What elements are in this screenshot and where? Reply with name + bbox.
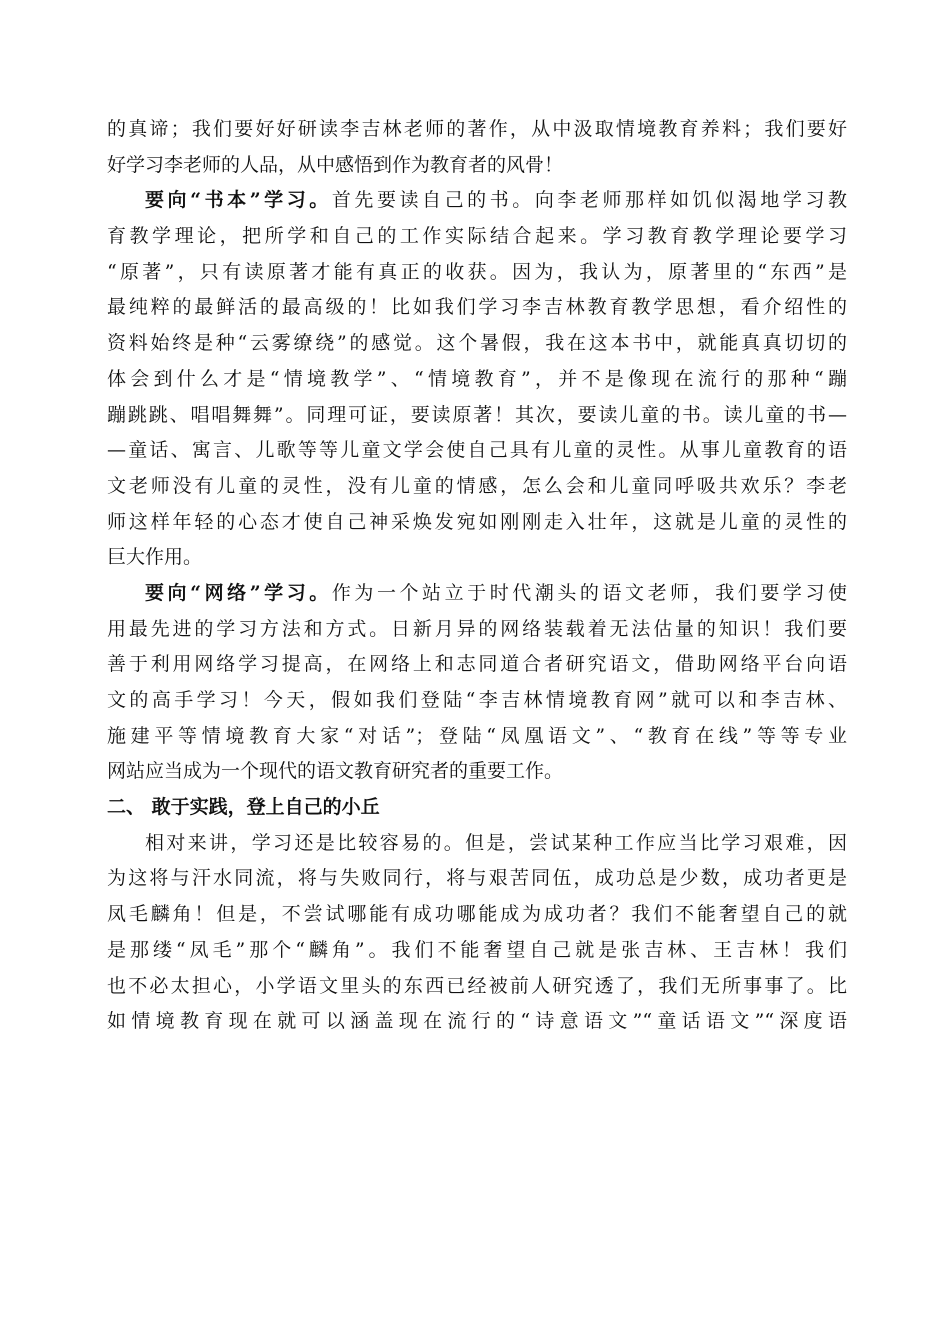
section-heading: 二、 敢于实践，登上自己的小丘	[107, 796, 380, 819]
p2-line: 育教学理论，把所学和自己的工作实际结合起来。学习教育教学理论要学习	[107, 225, 847, 248]
p1-line-2: 好学习李老师的人品，从中感悟到作为教育者的风骨！	[107, 153, 564, 176]
p3-first-rest: 作为一个站立于时代潮头的语文老师，我们要学习使	[331, 581, 847, 604]
p2-line: “原著”，只有读原著才能有真正的收获。因为，我认为，原著里的“东西”是	[107, 260, 847, 283]
p4-first-line: 相对来讲，学习还是比较容易的。但是，尝试某种工作应当比学习艰难，因	[145, 831, 847, 854]
p4-line: 为这将与汗水同流，将与失败同行，将与艰苦同伍，成功总是少数，成功者更是	[107, 867, 847, 890]
p2-line: 师这样年轻的心态才使自己神采焕发宛如刚刚走入壮年，这就是儿童的灵性的	[107, 510, 847, 533]
p4-line: 凤毛麟角！但是，不尝试哪能有成功哪能成为成功者？我们不能奢望自己的就	[107, 903, 847, 926]
p2-line: 蹦跳跳、唱唱舞舞”。同理可证，要读原著！其次，要读儿童的书。读儿童的书—	[107, 403, 847, 426]
p2-first-line	[107, 183, 847, 219]
p2-line: 最纯粹的最鲜活的最高级的！比如我们学习李吉林教育教学思想，看介绍性的	[107, 296, 847, 319]
p3-line: 施建平等情境教育大家“对话”；登陆“凤凰语文”、“教育在线”等等专业	[107, 724, 847, 747]
p3-line: 善于利用网络学习提高，在网络上和志同道合者研究语文，借助网络平台向语	[107, 653, 847, 676]
p4-line: 也不必太担心，小学语文里头的东西已经被前人研究透了，我们无所事事了。比	[107, 974, 847, 997]
p3-bold-lead: 要向“网络”学习。	[145, 581, 332, 604]
p4-line: 如情境教育现在就可以涵盖现在流行的“诗意语文”“童话语文”“深度语	[107, 1010, 847, 1033]
p2-line: 资料始终是种“云雾缭绕”的感觉。这个暑假，我在这本书中，就能真真切切的	[107, 332, 847, 355]
p2-bold-lead: 要向“书本”学习。	[145, 189, 332, 212]
p2-line: 体会到什么才是“情境教学”、“情境教育”，并不是像现在流行的那种“蹦	[107, 367, 847, 390]
p4-line: 是那缕“凤毛”那个“麟角”。我们不能奢望自己就是张吉林、王吉林！我们	[107, 938, 847, 961]
p3-line: 文的高手学习！今天，假如我们登陆“李吉林情境教育网”就可以和李吉林、	[107, 689, 847, 711]
p2-line: —童话、寓言、儿歌等等儿童文学会使自己具有儿童的灵性。从事儿童教育的语	[107, 439, 847, 462]
p3-line: 网站应当成为一个现代的语文教育研究者的重要工作。	[107, 760, 564, 783]
document-body	[107, 112, 847, 1040]
p2-first-rest: 首先要读自己的书。向李老师那样如饥似渴地学习教	[331, 189, 847, 212]
p1-line-1: 的真谛；我们要好好研读李吉林老师的著作，从中汲取情境教育养料；我们要好	[107, 118, 847, 140]
p2-line: 文老师没有儿童的灵性，没有儿童的情感，怎么会和儿童同呼吸共欢乐？李老	[107, 474, 847, 497]
p3-line: 用最先进的学习方法和方式。日新月异的网络装载着无法估量的知识！我们要	[107, 617, 847, 640]
p3-first-line	[107, 576, 847, 612]
p2-line: 巨大作用。	[107, 546, 203, 569]
